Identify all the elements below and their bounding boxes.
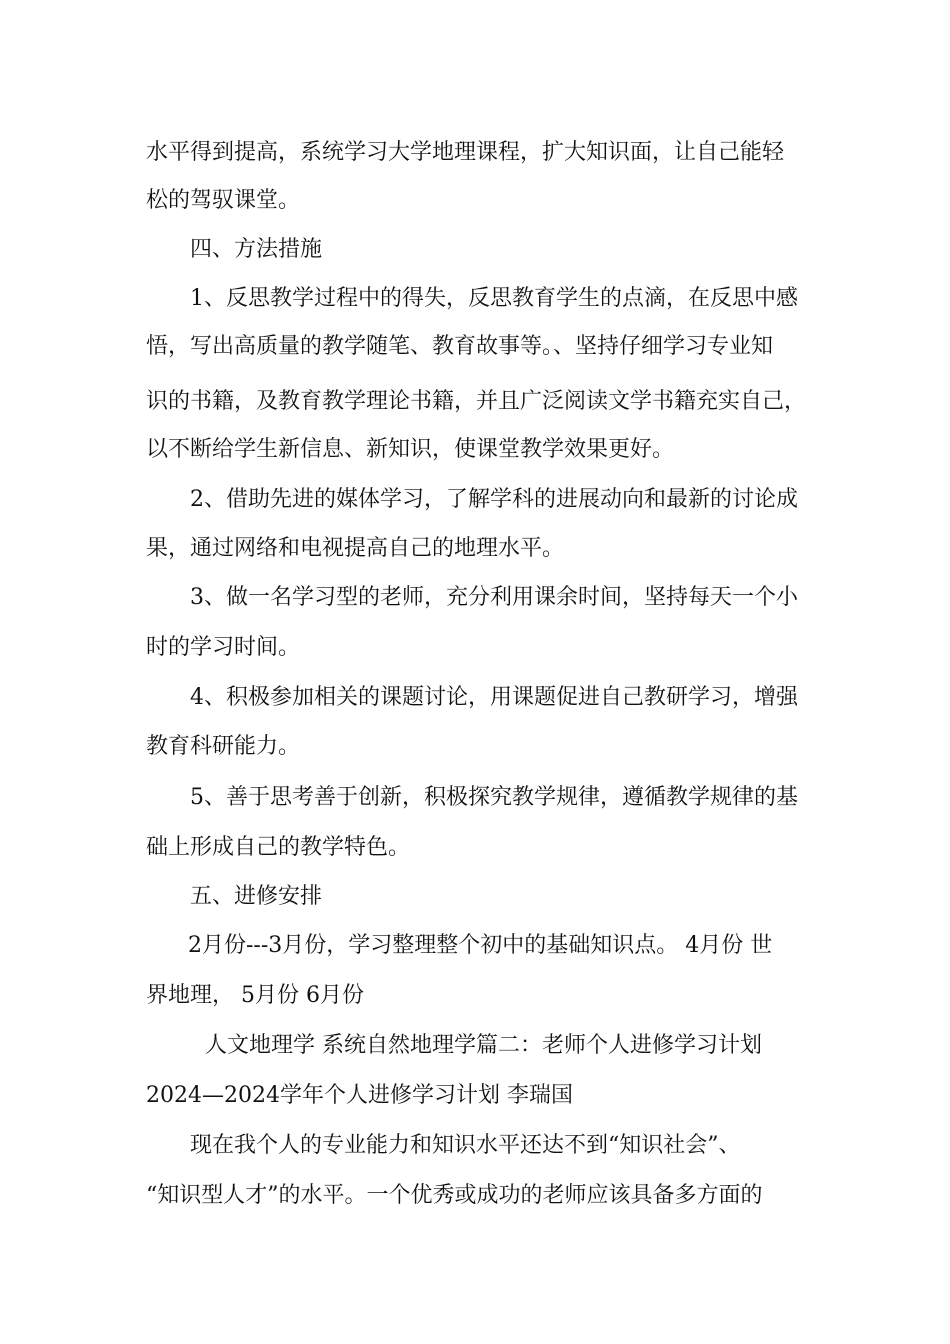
paragraph-line: 水平得到提高，系统学习大学地理课程，扩大知识面，让自己能轻 [146, 140, 785, 165]
paragraph-line: 现在我个人的专业能力和知识水平还达不到“知识社会”、 [190, 1133, 741, 1158]
paragraph-line: 悟，写出高质量的教学随笔、教育故事等。、坚持仔细学习专业知 [146, 334, 774, 359]
paragraph-line: 2、借助先进的媒体学习，了解学科的进展动向和最新的讨论成 [190, 487, 798, 512]
paragraph-line: 松的驾驭课堂。 [146, 188, 301, 213]
section-heading-methods: 四、方法措施 [190, 237, 323, 262]
paragraph-line: 2月份---3月份，学习整理整个初中的基础知识点。 4月份 世 [188, 933, 773, 958]
paragraph-line: 界地理， 5月份 6月份 [146, 983, 364, 1008]
section-heading-schedule: 五、进修安排 [190, 884, 323, 909]
paragraph-line: 人文地理学 系统自然地理学篇二：老师个人进修学习计划 [205, 1033, 762, 1058]
paragraph-line: 5、善于思考善于创新，积极探究教学规律，遵循教学规律的基 [190, 785, 798, 810]
paragraph-line: 果，通过网络和电视提高自己的地理水平。 [146, 536, 565, 561]
paragraph-line: 2024—2024学年个人进修学习计划 李瑞国 [146, 1083, 573, 1108]
paragraph-line: 础上形成自己的教学特色。 [146, 835, 411, 860]
paragraph-line: 4、积极参加相关的课题讨论，用课题促进自己教研学习，增强 [190, 685, 798, 710]
paragraph-line: 3、做一名学习型的老师，充分利用课余时间，坚持每天一个小 [190, 585, 798, 610]
paragraph-line: 时的学习时间。 [146, 635, 301, 660]
paragraph-line: 以不断给学生新信息、新知识，使课堂教学效果更好。 [146, 437, 675, 462]
paragraph-line: “知识型人才”的水平。一个优秀或成功的老师应该具备多方面的 [146, 1183, 763, 1208]
paragraph-line: 教育科研能力。 [146, 734, 301, 759]
paragraph-line: 识的书籍，及教育教学理论书籍，并且广泛阅读文学书籍充实自己， [146, 389, 807, 414]
paragraph-line: 1、反思教学过程中的得失，反思教育学生的点滴，在反思中感 [190, 286, 798, 311]
